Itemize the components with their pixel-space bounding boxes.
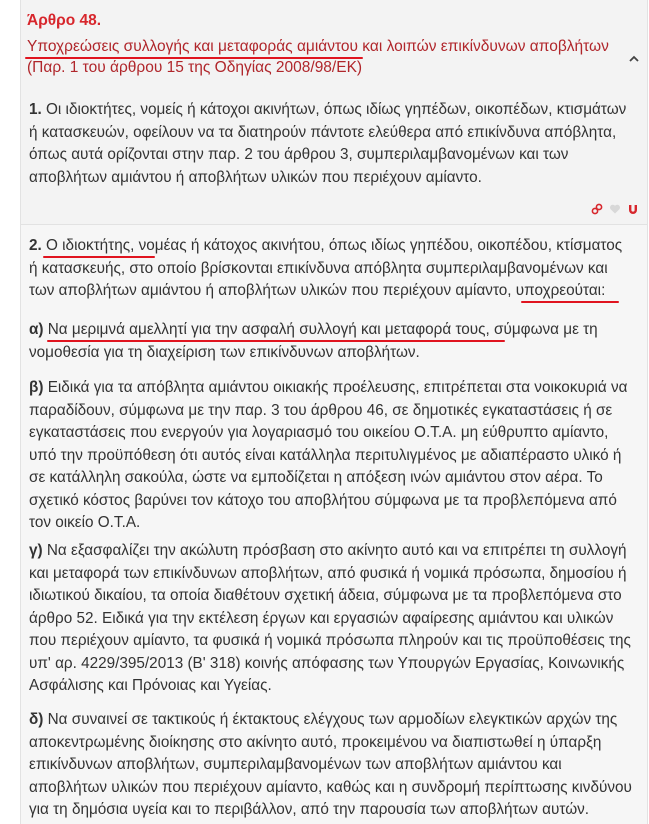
annotation-underline-subject: [43, 256, 155, 258]
article-panel: [20, 0, 648, 824]
article-subtitle: Υποχρεώσεις συλλογής και μεταφοράς αμιάντου και λοιπών επικίνδυνων αποβλήτων (Παρ. 1 του άρθρου 15 της Οδηγίας 2008/98/ΕΚ): [27, 38, 609, 76]
annotation-underline-obligation: [521, 301, 619, 303]
paragraph-body: , νομέας ή κάτοχος ακινήτου, όπως ιδίως γηπέδου, οικοπέδου, κτίσματος ή κατασκευής, στο οποίο βρίσκονται επικίνδυνα απόβλητα συμπεριλαμβανομένων και των αποβλήτων αμιάντου ή αποβλήτων υλικών που περιέχουν αμίαντο,: [29, 237, 623, 299]
annotation-underline-subtitle: [25, 57, 363, 59]
item-c-text: Να εξασφαλίζει την ακώλυτη πρόσβαση στο ακίνητο αυτό και να επιτρέπει τη συλλογή και μεταφορά των επικίνδυνων αποβλήτων, από φυσικά ή νομικά πρόσωπα, δημοσίου ή ιδιωτικού δικαίου, τα οποία διαθέτουν σχετική άδεια, σύμφωνα με τα προβλεπόμενα στο άρθρο 52. Ειδικά για την εκτέλεση έργων και εργασιών αφαίρεσης αμιάντου και υλικών που περιέχουν αμίαντο, τα φυσικά ή νομικά πρόσωπα πληρούν και τις προϋποθέσεις της υπ' αρ. 4229/395/2013 (Β' 318) κοινής απόφασης των Υπουργών Εργασίας, Κοινωνικής Ασφάλισης και Πρόνοιας και Υγείας.: [29, 542, 631, 694]
link-icon[interactable]: [591, 202, 603, 214]
paragraph-2-intro: [29, 235, 633, 303]
item-label: δ): [29, 711, 44, 728]
paragraph-subject: Ο ιδιοκτήτης: [46, 237, 131, 254]
item-b: [29, 377, 633, 535]
article-title: Άρθρο 48.: [27, 12, 102, 29]
item-a-rest: , σύμφωνα με τη νομοθεσία για τη διαχείριση των επικίνδυνων αποβλήτων.: [29, 321, 598, 361]
item-label: γ): [29, 542, 43, 559]
annotation-underline-item-a: [47, 340, 505, 342]
article-header[interactable]: [21, 0, 647, 85]
item-label: α): [29, 321, 44, 338]
paragraph-2: [21, 225, 647, 824]
item-a-lead: Να μεριμνά αμελλητί για την ασφαλή συλλογή και μεταφορά τους: [47, 321, 486, 338]
item-b-text: Ειδικά για τα απόβλητα αμιάντου οικιακής προέλευσης, επιτρέπεται στα νοικοκυριά να παραδίδουν, σύμφωνα με την παρ. 3 του άρθρου 46, σε δημοτικές εγκαταστάσεις ή σε εγκαταστάσεις που ενεργούν για λογαριασμό του οικείου Ο.Τ.Α. μη εύθρυπτο αμίαντο, υπό την προϋπόθεση ότι αυτός είναι κατάλληλα περιτυλιγμένος με αδιαπέραστο υλικό ή σε κατάλληλη σακούλα, ώστε να εμποδίζεται η απόξεση ινών αμιάντου στον αέρα. Το σχετικό κόστος βαρύνει τον κάτοχο του αποβλήτου σύμφωνα με τα προβλεπόμενα από τον οικείο Ο.Τ.Α.: [29, 379, 628, 531]
item-label: β): [29, 379, 44, 396]
paragraph-1-text: [29, 99, 633, 189]
item-c: [29, 540, 633, 698]
paragraph-obligation: υποχρεούται:: [515, 282, 606, 299]
item-d-text: Να συναινεί σε τακτικούς ή έκτακτους ελέγχους των αρμοδίων ελεγκτικών αρχών της αποκεντρωμένης διοίκησης στο ακίνητο αυτό, προκειμένου να διαπιστωθεί η ύπαρξη επικίνδυνων αποβλήτων, συμπεριλαμβανομένων των αποβλήτων αμιάντου και αποβλήτων υλικών που περιέχουν αμίαντο, καθώς και η συνδρομή περίπτωσης κινδύνου για τη δημόσια υγεία και το περιβάλλον, από την παρουσία των αποβλήτων αυτών.: [29, 711, 632, 818]
item-d: [29, 709, 633, 822]
paragraph-1: [21, 84, 647, 225]
paragraph-number: 2.: [29, 237, 42, 254]
paragraph-number: 1.: [29, 101, 42, 118]
heart-icon[interactable]: [609, 202, 621, 214]
paragraph-body: Οι ιδιοκτήτες, νομείς ή κάτοχοι ακινήτων, όπως ιδίως γηπέδων, οικοπέδων, κτισμάτων ή κατασκευών, οφείλουν να τα διατηρούν πάντοτε ελεύθερα από επικίνδυνα απόβλητα, όπως αυτά ορίζονται στην παρ. 2 του άρθρου 3, συμπεριλαμβανομένων και των αποβλήτων αμιάντου ή αποβλήτων υλικών που περιέχουν αμίαντο.: [29, 101, 627, 186]
chevron-up-icon[interactable]: [627, 52, 641, 66]
magnet-icon[interactable]: [627, 202, 639, 214]
paragraph-actions: [591, 202, 639, 214]
